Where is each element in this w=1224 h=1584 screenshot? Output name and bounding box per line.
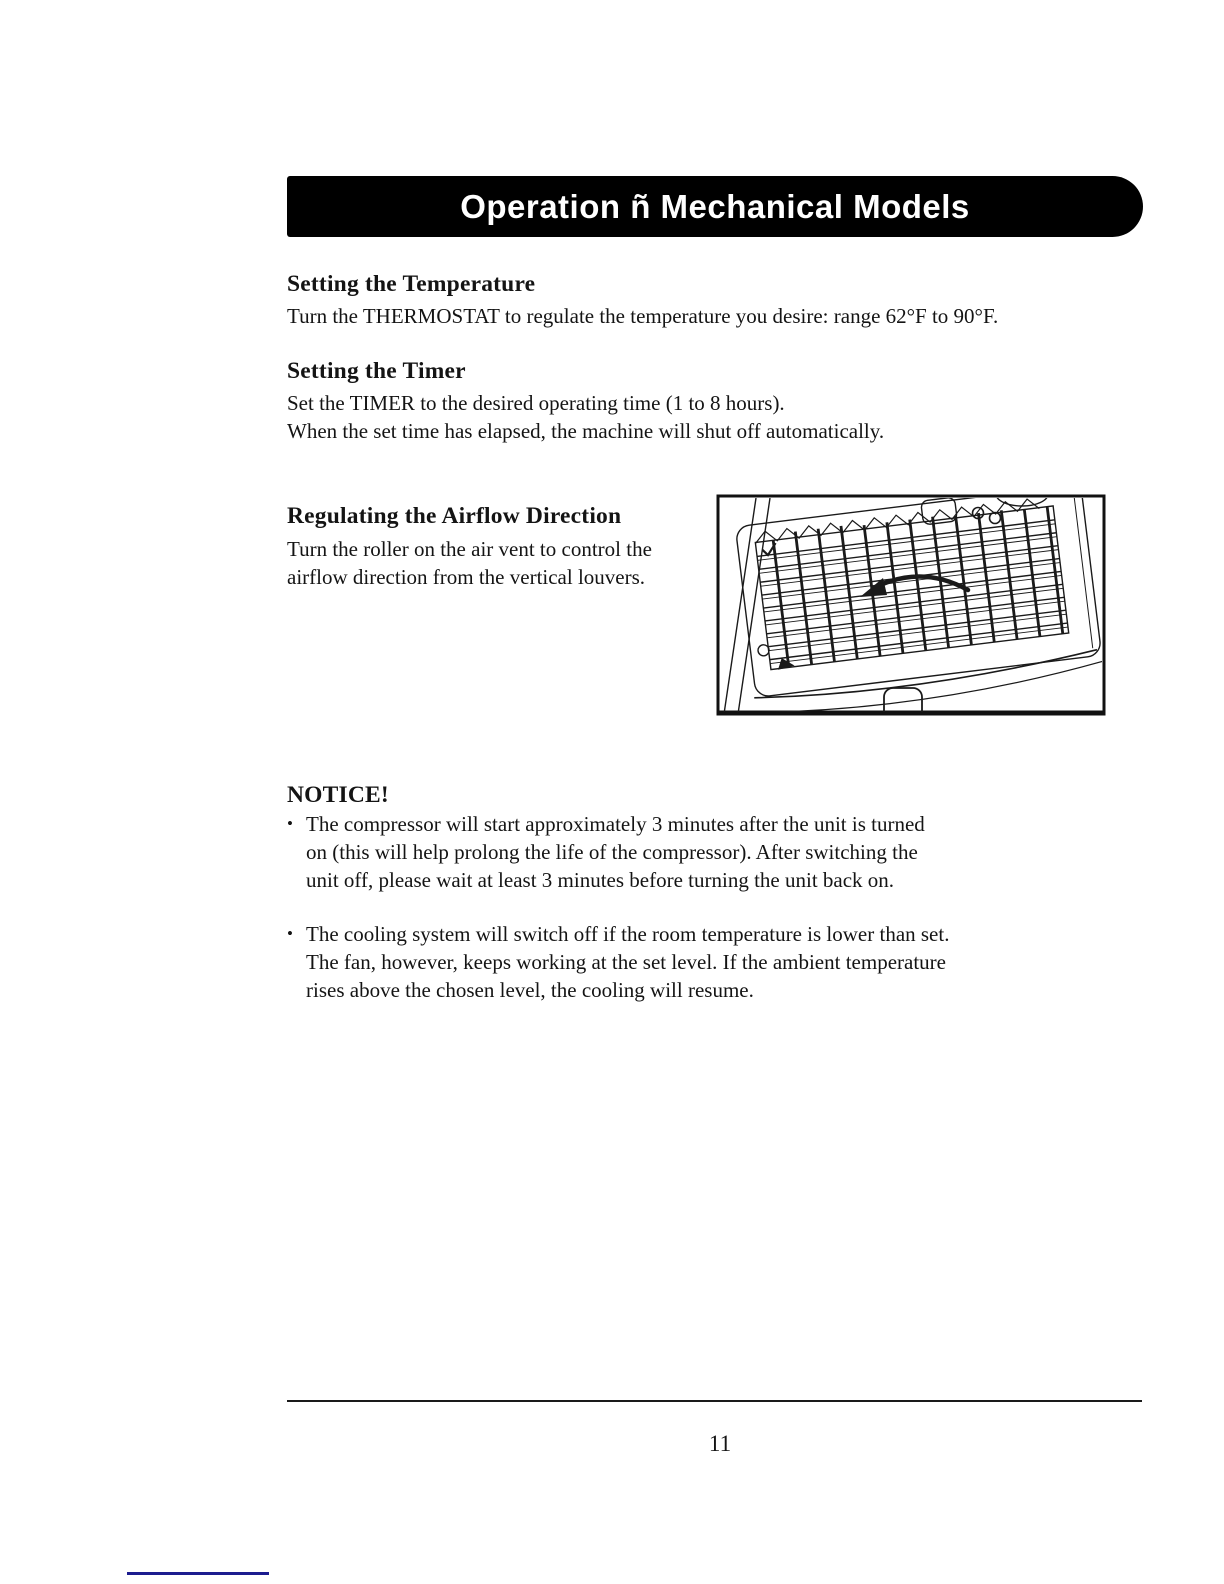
timer-instruction-line-2: When the set time has elapsed, the machine will shut off automatically. [287, 419, 885, 443]
page-title: Operation ñ Mechanical Models [460, 187, 970, 225]
airflow-instruction-line-2: airflow direction from the vertical louvers. [287, 565, 646, 589]
timer-instruction-line-1: Set the TIMER to the desired operating time (1 to 8 hours). [287, 391, 785, 415]
temperature-instruction-line: Turn the THERMOSTAT to regulate the temperature you desire: range 62°F to 90°F. [287, 304, 999, 328]
notice-bullet-1-line-2: on (this will help prolong the life of the compressor). After switching the [306, 840, 918, 864]
notice-bullet-1 [287, 810, 925, 894]
page-number: 11 [708, 1431, 732, 1456]
bullet-marker: • [287, 924, 293, 943]
air-vent-grille-illustration [716, 494, 1106, 716]
air-vent-figure [716, 494, 1106, 716]
header-bar [287, 176, 1143, 237]
airflow-instruction-line-1: Turn the roller on the air vent to control the [287, 537, 652, 561]
notice-bullet-2-line-3: rises above the chosen level, the cooling will resume. [306, 978, 754, 1002]
notice-bullet-2 [287, 920, 949, 1004]
notice-bullet-1-line-3: unit off, please wait at least 3 minutes before turning the unit back on. [306, 868, 895, 892]
notice-bullet-1-line-1: The compressor will start approximately 3 minutes after the unit is turned [306, 812, 925, 836]
bullet-marker: • [287, 814, 293, 833]
section-heading-timer: Setting the Timer [287, 358, 466, 384]
notice-bullet-2-line-1: The cooling system will switch off if the room temperature is lower than set. [306, 922, 950, 946]
section-heading-temperature: Setting the Temperature [287, 271, 536, 297]
notice-heading: NOTICE! [287, 782, 389, 808]
notice-bullet-2-line-2: The fan, however, keeps working at the set level. If the ambient temperature [306, 950, 946, 974]
section-heading-airflow: Regulating the Airflow Direction [287, 503, 622, 529]
footer-rule [287, 1400, 1142, 1402]
bottom-accent-line [127, 1572, 269, 1575]
